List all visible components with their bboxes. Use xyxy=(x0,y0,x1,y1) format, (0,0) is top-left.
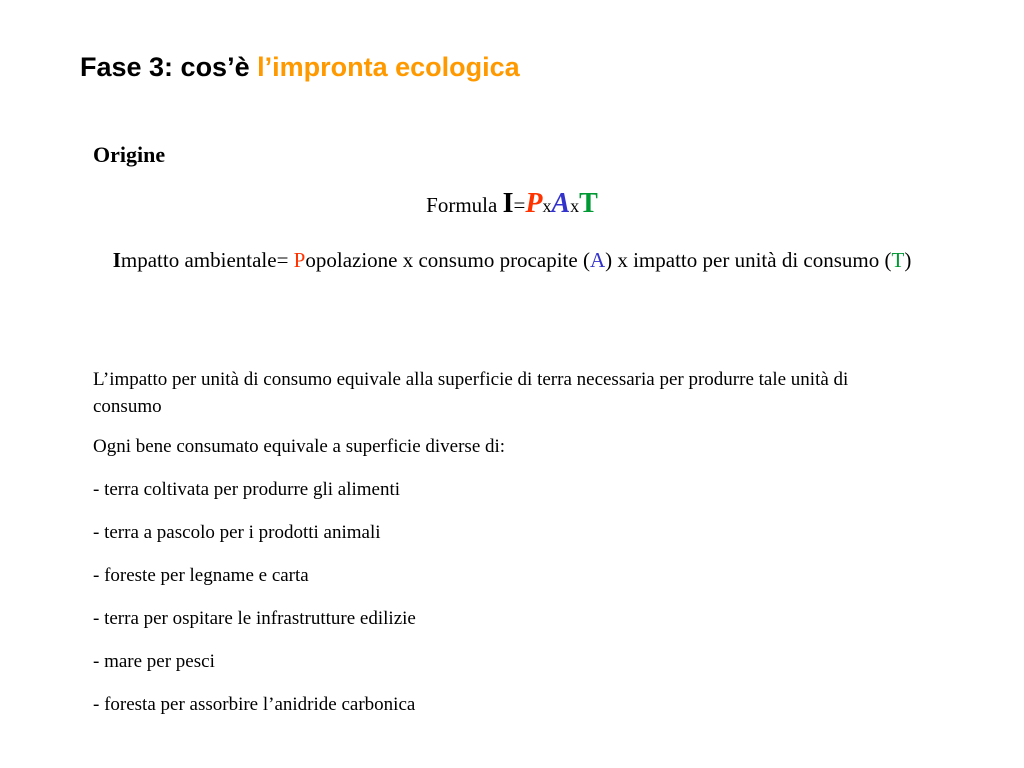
explanation-part1: mpatto ambientale= xyxy=(120,248,294,272)
explanation-A: A xyxy=(589,248,606,272)
list-item: - foreste per legname e carta xyxy=(93,565,309,586)
explanation-part4: ) xyxy=(904,248,912,272)
explanation-part3: ) x impatto per unità di consumo ( xyxy=(605,248,892,272)
list-item: - terra a pascolo per i prodotti animali xyxy=(93,522,381,543)
origin-heading: Origine xyxy=(93,142,166,167)
list-item: - terra coltivata per produrre gli alimenti xyxy=(93,479,401,500)
paragraph-goods: Ogni bene consumato equivale a superficie diverse di: xyxy=(93,436,506,457)
explanation-I: I xyxy=(112,248,121,272)
explanation-P: P xyxy=(293,248,306,272)
title-prefix: Fase 3: cos’è xyxy=(80,52,258,82)
formula-equals: = xyxy=(513,193,526,217)
formula-A: A xyxy=(551,188,571,219)
formula-I: I xyxy=(502,188,514,219)
formula-x1: x xyxy=(542,196,552,216)
formula-word: Formula xyxy=(426,193,503,217)
body-paragraph-1 xyxy=(93,366,893,420)
list-item: - mare per pesci xyxy=(93,651,215,672)
title-accent: l’impronta ecologica xyxy=(257,52,520,82)
list-item: - terra per ospitare le infrastrutture edilizie xyxy=(93,608,416,629)
formula-line xyxy=(0,188,1024,220)
slide-title xyxy=(80,52,520,83)
formula-P: P xyxy=(525,188,543,219)
formula-explanation xyxy=(90,245,934,276)
paragraph-impact: L’impatto per unità di consumo equivale alla superficie di terra necessaria per produrre tale unità di consumo xyxy=(93,369,849,417)
explanation-part2: opolazione x consumo procapite ( xyxy=(305,248,590,272)
list-item: - foresta per assorbire l’anidride carbonica xyxy=(93,694,416,715)
formula-x2: x xyxy=(570,196,580,216)
formula-T: T xyxy=(579,188,598,219)
explanation-T: T xyxy=(891,248,905,272)
